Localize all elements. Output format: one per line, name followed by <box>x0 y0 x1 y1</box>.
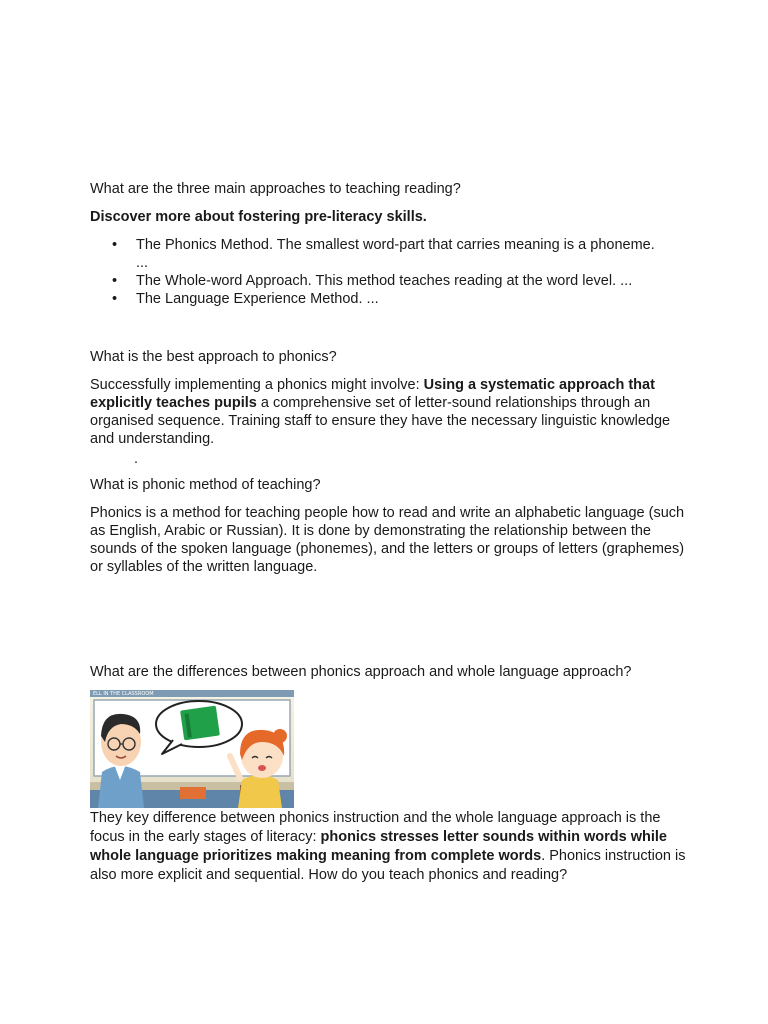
phonic-method-answer: Phonics is a method for teaching people how to read and write an alphabetic language (such as English, Arabic or Russian). It is done by demonstrating the relationship between the sounds of the spoken language (phonemes), and the letters or groups of letters (graphemes) or syllables of the written language. <box>90 505 685 575</box>
question-three-approaches: What are the three main approaches to teaching reading? <box>90 181 461 197</box>
stray-dot: . <box>134 451 139 467</box>
illustration-caption: ELL IN THE CLASSROOM <box>93 691 154 698</box>
discover-more-link[interactable]: Discover more about fostering pre-literacy skills. <box>90 209 427 225</box>
differences-answer: They key difference between phonics instruction and the whole language approach is the focus in the early stages of literacy: phonics stresses letter sounds within words while whole language prioritizes making meaning from complete words. Phonics instruction is also more explicit and sequential. How do you teach phonics and reading? <box>90 810 686 883</box>
approaches-list <box>90 236 690 308</box>
question-best-approach: What is the best approach to phonics? <box>90 349 337 365</box>
question-differences: What are the differences between phonics approach and whole language approach? <box>90 664 632 680</box>
list-item: • The Whole-word Approach. This method teaches reading at the word level. ... <box>112 273 633 289</box>
bullet-icon: • <box>112 237 118 253</box>
bullet-icon: • <box>112 291 118 307</box>
best-approach-answer: Successfully implementing a phonics might involve: Using a systematic approach that explicitly teaches pupils a comprehensive set of letter-sound relationships through an organised sequence. Training staff to ensure they have the necessary linguistic knowledge and understanding. <box>90 377 671 447</box>
bullet-icon: • <box>112 273 118 289</box>
question-phonic-method: What is phonic method of teaching? <box>90 477 321 493</box>
list-item: • The Phonics Method. The smallest word-part that carries meaning is a phoneme. ... <box>112 237 655 271</box>
classroom-illustration <box>90 690 294 808</box>
list-item: • The Language Experience Method. ... <box>112 291 379 307</box>
